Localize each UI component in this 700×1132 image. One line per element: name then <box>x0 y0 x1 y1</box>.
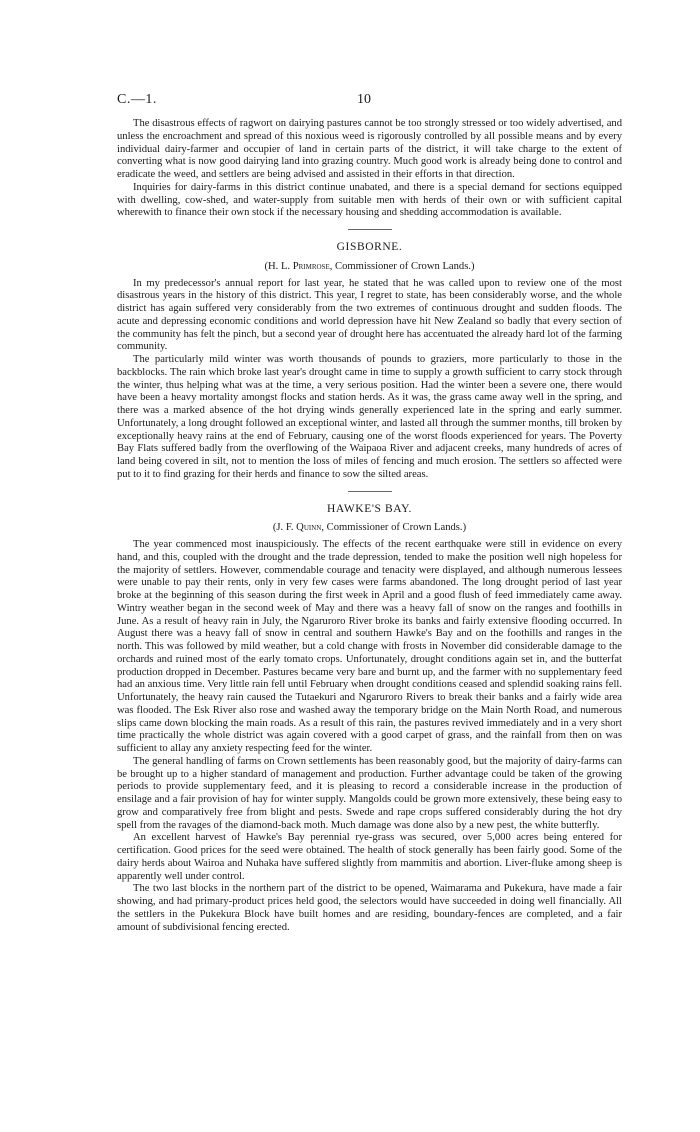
paragraph: The two last blocks in the northern part of the district to be opened, Waimarama and Pukekura, have made a fair showing, and had primary-product prices held good, the selectors would have succeeded in doing well financially. All the settlers in the Pukekura Block have built homes and are residing, boundary-fences are completed, and a fair amount of subdivisional fencing erected. <box>117 883 622 933</box>
section-byline <box>117 261 622 274</box>
gisborne-section <box>117 241 622 482</box>
byline-suffix: , Commissioner of Crown Lands.) <box>321 522 467 534</box>
section-divider <box>348 229 392 230</box>
intro-section <box>117 118 622 220</box>
report-code: C.—1. <box>117 92 157 107</box>
paragraph: Inquiries for dairy-farms in this district continue unabated, and there is a special demand for sections equipped with dwelling, cow-shed, and water-supply from suitable men with herds of their own or with sufficient capital wherewith to finance their own stock if the necessary housing and shedding accommodation is available. <box>117 181 622 219</box>
page-content <box>117 118 622 934</box>
commissioner-name: Quinn <box>296 522 322 534</box>
byline-prefix: (J. F. <box>272 522 297 534</box>
section-heading: HAWKE'S BAY. <box>326 502 413 515</box>
byline-prefix: (H. L. <box>264 260 293 272</box>
section-byline <box>117 522 622 535</box>
paragraph: An excellent harvest of Hawke's Bay perennial rye-grass was secured, over 5,000 acres being entered for certification. Good prices for the seed were obtained. The health of stock generally has been fairly good. Some of the dairy herds about Wairoa and Nuhaka have suffered slightly from mammitis and abortion. Liver-fluke among sheep is apparently well under control. <box>117 832 622 882</box>
page-number: 10 <box>357 92 371 107</box>
page-header <box>117 92 622 112</box>
paragraph: The year commenced most inauspiciously. The effects of the recent earthquake were still in evidence on every hand, and this, coupled with the drought and the trade depression, tended to make the position well nigh hopeless for the majority of settlers. However, commendable courage and tenacity were displayed, and although numerous lessees were unable to pay their rents, only in very few cases were farms abandoned. The long drought period of last year broke at the beginning of this season during the first week in April and a good flush of feed immediately came away. Wintry weather began in the second week of May and there was a heavy fall of snow on the ranges and foothills in June. As a result of heavy rain in July, the Ngaruroro River broke its banks and fairly extensive flooding occurred. In August there was a heavy fall of snow in central and southern Hawke's Bay and on the foothills and ranges in the north. This was followed by mild weather, but a cold change with frosts in November did considerable damage to the orchards and ruined most of the early tomato crops. Unfortunately, drought conditions again set in, and the butterfat production dropped in December. Pastures became very bare and burnt up, and the farmer with no supplementary feed had an anxious time. Very little rain fell until February when drought conditions ceased and splendid soaking rains fell. Unfortunately, the heavy rain caused the Tutaekuri and Ngaruroro Rivers to break their banks and a fairly wide area was flooded. The Esk River also rose and washed away the temporary bridge on the Main North Road, and numerous slips came down blocking the main roads. As a result of this rain, the pastures revived immediately and in a very short time practically the whole district was again covered with a good carpet of grass, and the rainfall from then on was sufficient to allay any anxiety respecting feed for the winter. <box>117 539 622 754</box>
commissioner-name: Primrose <box>292 260 330 272</box>
section-divider <box>348 491 392 492</box>
paragraph: The general handling of farms on Crown settlements has been reasonably good, but the majority of dairy-farms can be brought up to a higher standard of management and production. Further advantage could be taken of the growing periods to provide supplementary feed, and it is pleasing to record a considerable increase in the production of ensilage and a fair provision of hay for winter supply. Mangolds could be grown more extensively, these being easy to grow and comparatively free from blight and pests. Swede and rape crops suffered considerably during the hot dry spell from the ravages of the diamond-back moth. Much damage was done also by a new pest, the white butterfly. <box>117 755 622 831</box>
paragraph: The particularly mild winter was worth thousands of pounds to graziers, more particularly to those in the backblocks. The rain which broke last year's drought came in time to supply a growth sufficient to carry stock through the winter, thus helping what was at the time, a very serious position. Had the winter been a severe one, there would have been a heavy mortality amongst flocks and station herds. As it was, the grass came away well in the spring, and there was a marked absence of the hot drying winds generally experienced late in the spring and early summer. Unfortunately, a long drought followed an exceptional winter, and lasted all through the summer months, till broken by exceptionally heavy rains at the end of February, causing one of the worst floods experienced for years. The Poverty Bay Flats suffered badly from the overflowing of the Waipaoa River and adjacent creeks, many hundreds of acres of land being covered in silt, not to mention the loss of miles of fencing and much erosion. The settlers so affected were put to it to find grazing for their herds and finance to sow the silted areas. <box>117 354 622 480</box>
hawkes-bay-section <box>117 503 622 935</box>
paragraph: The disastrous effects of ragwort on dairying pastures cannot be too strongly stressed or too widely advertised, and unless the encroachment and spread of this noxious weed is rigorously controlled by all possible means and by every individual dairy-farmer and occupier of land in certain parts of the district, it will take charge to the extent of converting what is now good dairying land into grazing country. Much good work is already being done to control and eradicate the weed, and settlers are being advised and assisted in their efforts in that direction. <box>117 118 622 180</box>
byline-suffix: , Commissioner of Crown Lands.) <box>329 260 475 272</box>
paragraph: In my predecessor's annual report for last year, he stated that he was called upon to review one of the most disastrous years in the history of this district. This year, I regret to state, has been considerably worse, and the whole district has again suffered very considerably from the two extremes of continuous drought and sudden floods. The acute and depressing economic conditions and world depression have hit New Zealand so badly that every section of the community has felt the pinch, but a second year of drought here has accentuated the already hard lot of the farming community. <box>117 277 622 353</box>
section-heading: GISBORNE. <box>336 241 403 253</box>
